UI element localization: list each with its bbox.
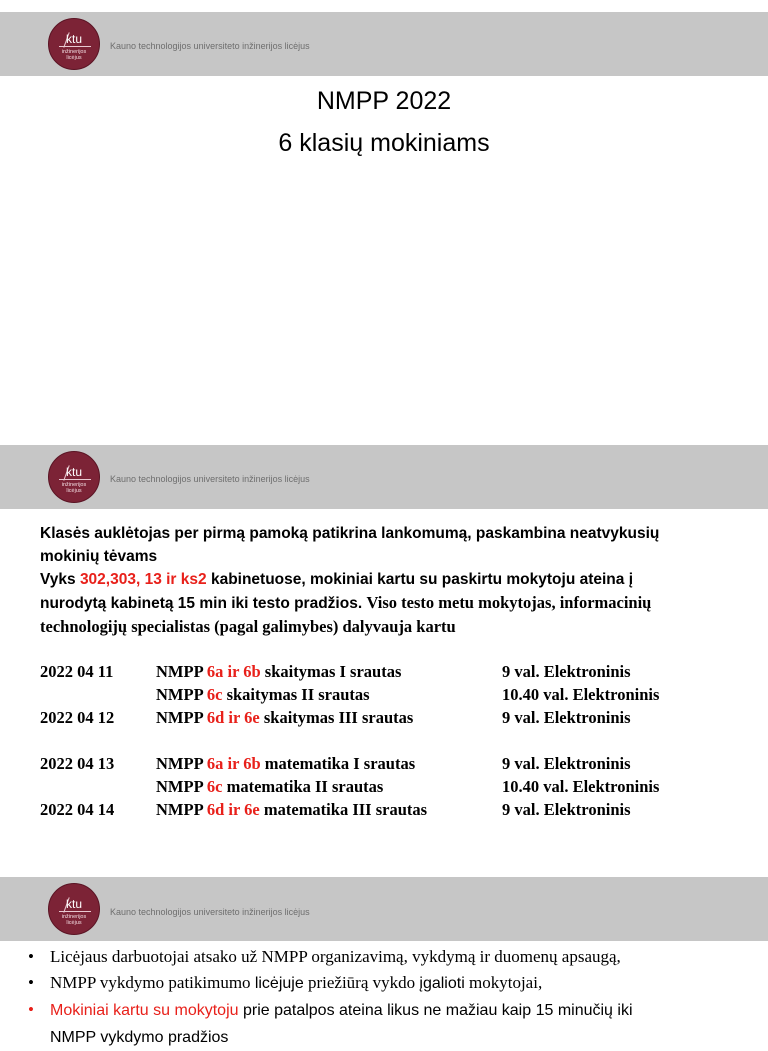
rules-list xyxy=(28,944,758,1051)
logo-text: ktu xyxy=(65,465,82,479)
schedule-time: 9 val. Elektroninis xyxy=(502,708,631,727)
schedule-description: NMPP 6a ir 6b skaitymas I srautas xyxy=(156,662,402,681)
schedule-time: 10.40 val. Elektroninis xyxy=(502,685,660,704)
room-numbers: 302,303, 13 ir ks2 xyxy=(79,571,207,588)
schedule-time: 9 val. Elektroninis xyxy=(502,662,631,681)
schedule-row xyxy=(40,683,740,706)
schedule-time: 9 val. Elektroninis xyxy=(502,800,631,819)
header-text: Kauno technologijos universiteto inžinerijos licėjus xyxy=(110,41,310,51)
logo-text: ktu xyxy=(65,897,82,911)
logo-text: ktu xyxy=(65,32,82,46)
schedule-time: 10.40 val. Elektroninis xyxy=(502,777,660,796)
schedule-row xyxy=(40,752,740,775)
schedule-date: 2022 04 11 xyxy=(40,662,114,681)
schedule-description: NMPP 6c matematika II srautas xyxy=(156,777,384,796)
logo-subtext: inžinerijos licėjus xyxy=(61,49,87,61)
schedule-row xyxy=(40,775,740,798)
schedule-description: NMPP 6d ir 6e skaitymas III srautas xyxy=(156,708,414,727)
list-item: • NMPP vykdymo patikimumo licėjuje priežiūrą vykdo įgalioti mokytojai, xyxy=(28,973,543,992)
schedule-spacer xyxy=(40,729,740,752)
schedule-description: NMPP 6c skaitymas II srautas xyxy=(156,685,370,704)
paragraph-line: Vyks 302,303, 13 ir ks2 kabinetuose, mokiniai kartu su paskirtu mokytoju ateina į xyxy=(40,571,634,588)
info-paragraph xyxy=(40,522,740,638)
list-item: • Licėjaus darbuotojai atsako už NMPP organizavimą, vykdymą ir duomenų apsaugą, xyxy=(28,947,621,966)
list-item: NMPP vykdymo pradžios xyxy=(50,1029,229,1046)
paragraph-line: nurodytą kabinetą 15 min iki testo pradžios. Viso testo metu mokytojas, informacinių xyxy=(40,593,652,612)
paragraph-line: mokinių tėvams xyxy=(40,548,158,565)
schedule-date: 2022 04 12 xyxy=(40,708,115,727)
schedule-row xyxy=(40,660,740,683)
schedule-table xyxy=(40,660,740,821)
ktu-logo xyxy=(48,883,100,935)
slide-subtitle: 6 klasių mokiniams xyxy=(278,129,490,157)
schedule-description: NMPP 6a ir 6b matematika I srautas xyxy=(156,754,416,773)
ktu-logo xyxy=(48,451,100,503)
schedule-row xyxy=(40,798,740,821)
slide-title: NMPP 2022 xyxy=(316,87,452,115)
logo-subtext: inžinerijos licėjus xyxy=(61,914,87,926)
schedule-description: NMPP 6d ir 6e matematika III srautas xyxy=(156,800,428,819)
schedule-row xyxy=(40,706,740,729)
header-text: Kauno technologijos universiteto inžinerijos licėjus xyxy=(110,474,310,484)
schedule-time: 9 val. Elektroninis xyxy=(502,754,631,773)
slide3-header-band xyxy=(0,877,768,941)
paragraph-line: Klasės auklėtojas per pirmą pamoką patikrina lankomumą, paskambina neatvykusių xyxy=(40,525,660,542)
schedule-date: 2022 04 14 xyxy=(40,800,115,819)
logo-subtext: inžinerijos licėjus xyxy=(61,482,87,494)
slide2-header-band xyxy=(0,445,768,509)
schedule-date: 2022 04 13 xyxy=(40,754,115,773)
list-item: • Mokiniai kartu su mokytoju prie patalpos ateina likus ne mažiau kaip 15 minučių iki xyxy=(28,1000,633,1019)
header-text: Kauno technologijos universiteto inžinerijos licėjus xyxy=(110,907,310,917)
slide1-header-band xyxy=(0,12,768,76)
paragraph-line: technologijų specialistas (pagal galimybes) dalyvauja kartu xyxy=(40,617,456,636)
ktu-logo xyxy=(48,18,100,70)
